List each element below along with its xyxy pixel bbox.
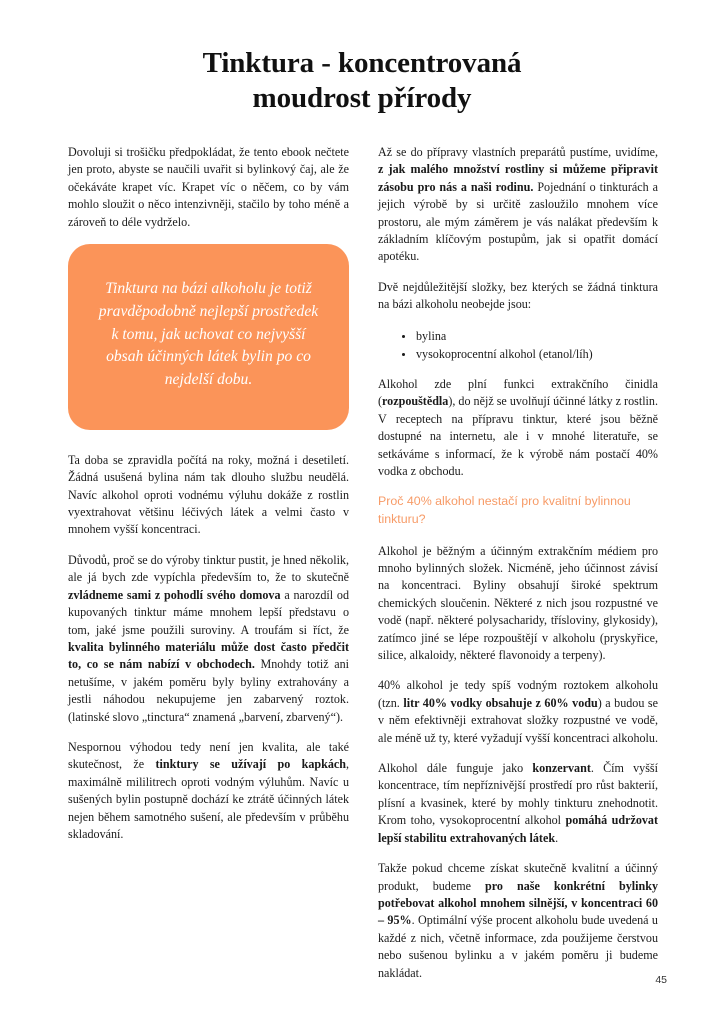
rp3-part-1: Alkohol zde plní funkci extrakčního činidla (	[378, 376, 658, 409]
rp6-part-1: Alkohol dále funguje jako	[378, 761, 533, 776]
rp6-part-2: . Čím vyšší koncentrace, tím nepříznivější prostředí pro růst bakterií, plísní a kvasinek, které by mohly tinkturu znehodnotit. Krom toho, vysokoprocentní alkohol	[378, 761, 658, 828]
page-number: 45	[655, 974, 667, 986]
rp5-part-1: 40% alkohol je tedy spíš vodným roztokem alkoholu (tzn.	[378, 678, 658, 710]
ingredients-list	[378, 327, 658, 363]
rp1-bold-1: z jak malého množství rostliny si můžeme připravit zásobu pro nás a naši rodinu.	[378, 162, 658, 194]
left-column	[68, 144, 349, 982]
rp6-bold-1: konzervant	[532, 761, 591, 776]
left-paragraph-3	[68, 552, 349, 726]
rp1-part-2: Pojednání o tinkturách a jejich výrobě by si určitě zasloužilo mnohem více prostoru, ale mým záměrem je vás nalákat především k základním klíčovým postupům, jak si opatřit domácí apotéku.	[378, 179, 658, 264]
right-paragraph-1	[378, 144, 658, 266]
title-heading	[62, 46, 662, 117]
lp3-bold-1: zvládneme sami z pohodlí svého domova	[68, 587, 281, 602]
lp3-part-2: a narozdíl od kupovaných tinktur máme mnohem lepší představu o tom, jaké jsme použili suroviny. A troufám si říct, že	[68, 587, 349, 637]
pull-quote-text: Tinktura na bázi alkoholu je totiž pravděpodobně nejlepší prostředek k tomu, jak uchovat co nejvyšší obsah účinných látek bylin po co nejdelší dobu.	[98, 280, 319, 389]
left-paragraph-2: Ta doba se zpravidla počítá na roky, možná i desetiletí. Žádná usušená bylina nám tak dlouho službu neudělá. Navíc alkohol oproti vodnému výluhu dokáže z rostlin vyextrahovat většinu léčivých látek a velmi často v mnohem vyšší koncentraci.	[68, 452, 349, 537]
list-item: bylina	[402, 327, 658, 345]
list-item: vysokoprocentní alkohol (etanol/líh)	[402, 345, 658, 363]
left-paragraph-1: Dovoluji si trošičku předpokládat, že tento ebook nečtete jen proto, abyste se naučili uvařit si bylinkový čaj, ale že očekáváte krapet víc. Krapet víc o něčem, co by vám mohlo sloužit o něco intenzivněji, stačilo by toho méně a zároveň to déle vydrželo.	[68, 145, 349, 229]
right-paragraph-2: Dvě nejdůležitější složky, bez kterých se žádná tinktura na bázi alkoholu neobejde jsou:	[378, 279, 658, 312]
lp4-bold-1: tinktury se užívají po kapkách	[155, 757, 346, 772]
rp3-part-2: ), do nějž se uvolňují účinné látky z rostlin. V receptech na přípravu tinktur, které jsou běžně dostupné na internetu, ale i v mnohé literatuře, se setkáváme s informací, že k výrobě nám postačí 40% vodka z obchodu.	[378, 394, 658, 478]
section-subheading: Proč 40% alkohol nestačí pro kvalitní bylinnou tinkturu?	[378, 494, 631, 526]
lp3-part-3: Mnohdy totiž ani netušíme, v jakém poměru byly byliny extrahovány a jestli náhodou nekupujeme jen zabarvený roztok. (latinské slovo „tinctura“ znamená „barvení, zbarvený“).	[68, 657, 349, 724]
rp5-part-2: ) a budou se v něm efektivněji extrahovat složky rozpustné ve vodě, ale méně už ty, které vyžadují vyšší koncentraci alkoholu.	[378, 695, 658, 745]
right-paragraph-4: Alkohol je běžným a účinným extrakčním médiem pro mnoho bylinných složek. Nicméně, jeho účinnost závisí na koncentraci. Byliny obsahují široké spektrum chemických sloučenin. Některé z nich jsou rozpustné ve vodě (např. některé polysacharidy, třísloviny, glykosidy), zatímco jiné se lépe rozpouštějí v alkoholu (pryskyřice, silice, alkaloidy, některé flavonoidy a terpeny).	[378, 543, 658, 663]
right-paragraph-6	[378, 760, 658, 847]
title-line-1: Tinktura - koncentrovaná	[202, 47, 522, 79]
lp3-bold-2: kvalita bylinného materiálu může dost často předčit to, co se nám nabízí v obchodech.	[68, 639, 349, 672]
lp4-part-2: , maximálně mililitrech oproti vodným výluhům. Navíc u sušených bylin postupně dochází ke ztrátě účinných látek nejen během samotného sušení, ale především v průběhu skladování.	[68, 757, 349, 841]
rp7-part-2: . Optimální výše procent alkoholu bude uvedená u každé z nich, včetně informace, zda použijeme čerstvou nebo sušenou bylinku a v jakém poměru ji budeme nakládat.	[378, 913, 658, 980]
lp3-part-1: Důvodů, proč se do výroby tinktur pustit, je hned několik, ale já bych zde vypíchla především to, že to skutečně	[68, 552, 349, 585]
rp5-bold-1: litr 40% vodky obsahuje z 60% vodu	[403, 695, 598, 710]
rp1-part-1: Až se do přípravy vlastních preparátů pustíme, uvidíme,	[378, 145, 658, 159]
pull-quote-box	[68, 244, 349, 430]
right-column	[378, 144, 658, 982]
rp7-part-1: Takže pokud chceme získat skutečně kvalitní a účinný produkt, budeme	[378, 861, 658, 893]
left-paragraph-4	[68, 739, 349, 843]
rp3-bold-1: rozpouštědla	[382, 394, 449, 409]
rp6-bold-2: pomáhá udržovat lepší stabilitu extrahovaných látek	[378, 813, 658, 845]
rp6-part-3: .	[555, 830, 559, 845]
title-line-2: moudrost přírody	[252, 82, 472, 115]
right-paragraph-5	[378, 677, 658, 747]
rp7-bold-1: pro naše konkrétní bylinky potřebovat alkohol mnohem silnější, v koncentraci 60 – 95%	[378, 878, 659, 928]
page-title	[62, 46, 662, 117]
right-paragraph-3	[378, 376, 658, 480]
two-column-body	[68, 144, 658, 982]
right-paragraph-7	[378, 860, 658, 982]
lp4-part-1: Nespornou výhodou tedy není jen kvalita, ale také skutečnost, že	[68, 739, 349, 772]
